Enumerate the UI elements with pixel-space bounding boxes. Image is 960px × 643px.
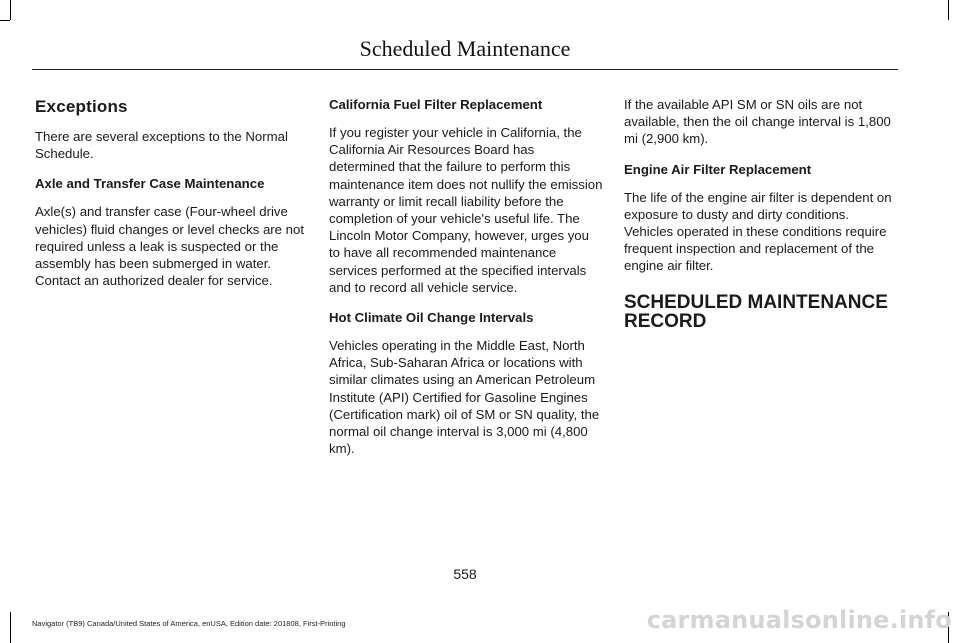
axle-heading: Axle and Transfer Case Maintenance [35,176,265,192]
exceptions-intro: There are several exceptions to the Normal Schedule. [35,129,288,162]
page-title: Scheduled Maintenance [359,36,571,61]
hot-climate-heading: Hot Climate Oil Change Intervals [329,310,534,326]
axle-paragraph: Axle(s) and transfer case (Four-wheel drive vehicles) fluid changes or level checks are not required unless a leak is suspected or the assembly has been submerged in water. Contact an authorized dealer for service. [35,204,305,289]
page-number: 558 [453,566,477,582]
column-left [35,96,307,302]
crop-mark-top-left-v [10,0,11,20]
header-rule [32,69,898,70]
air-filter-paragraph: The life of the engine air filter is dependent on exposure to dusty and dirty conditions. Vehicles operated in these conditions require frequent inspection and replacement of the engine air filter. [624,189,892,274]
exceptions-heading: Exceptions [35,97,128,116]
api-paragraph: If the available API SM or SN oils are not available, then the oil change interval is 1,800 mi (2,900 km). [624,97,891,147]
california-heading: California Fuel Filter Replacement [329,97,543,112]
footer-text: Navigator (TB9) Canada/United States of America, enUSA, Edition date: 201808, First-Printing [32,619,346,628]
column-middle [329,96,603,470]
crop-mark-top-left-h [0,20,10,21]
crop-mark-bottom-left-v [10,612,11,643]
air-filter-heading: Engine Air Filter Replacement [624,161,812,177]
record-heading-line2: RECORD [624,310,707,332]
hot-climate-paragraph: Vehicles operating in the Middle East, North Africa, Sub-Saharan Africa or locations with similar climates using an American Petroleum Institute (API) Certified for Gasoline Engines (Certification mark) oil of SM or SN quality, the normal oil change interval is 3,000 mi (4,800 km). [329,338,600,457]
watermark: carmanualsonline.info [646,606,952,634]
crop-mark-top-right-v [948,0,949,20]
record-heading-line1: SCHEDULED MAINTENANCE [624,291,888,313]
california-paragraph: If you register your vehicle in California, the California Air Resources Board has determined that the failure to perform this maintenance item does not nullify the emission warranty or limit recall liability before the completion of your vehicle's useful life. The Lincoln Motor Company, however, urges you to have all recommended maintenance services performed at the specified intervals and to record all vehicle service. [329,125,603,295]
column-right [624,96,896,332]
